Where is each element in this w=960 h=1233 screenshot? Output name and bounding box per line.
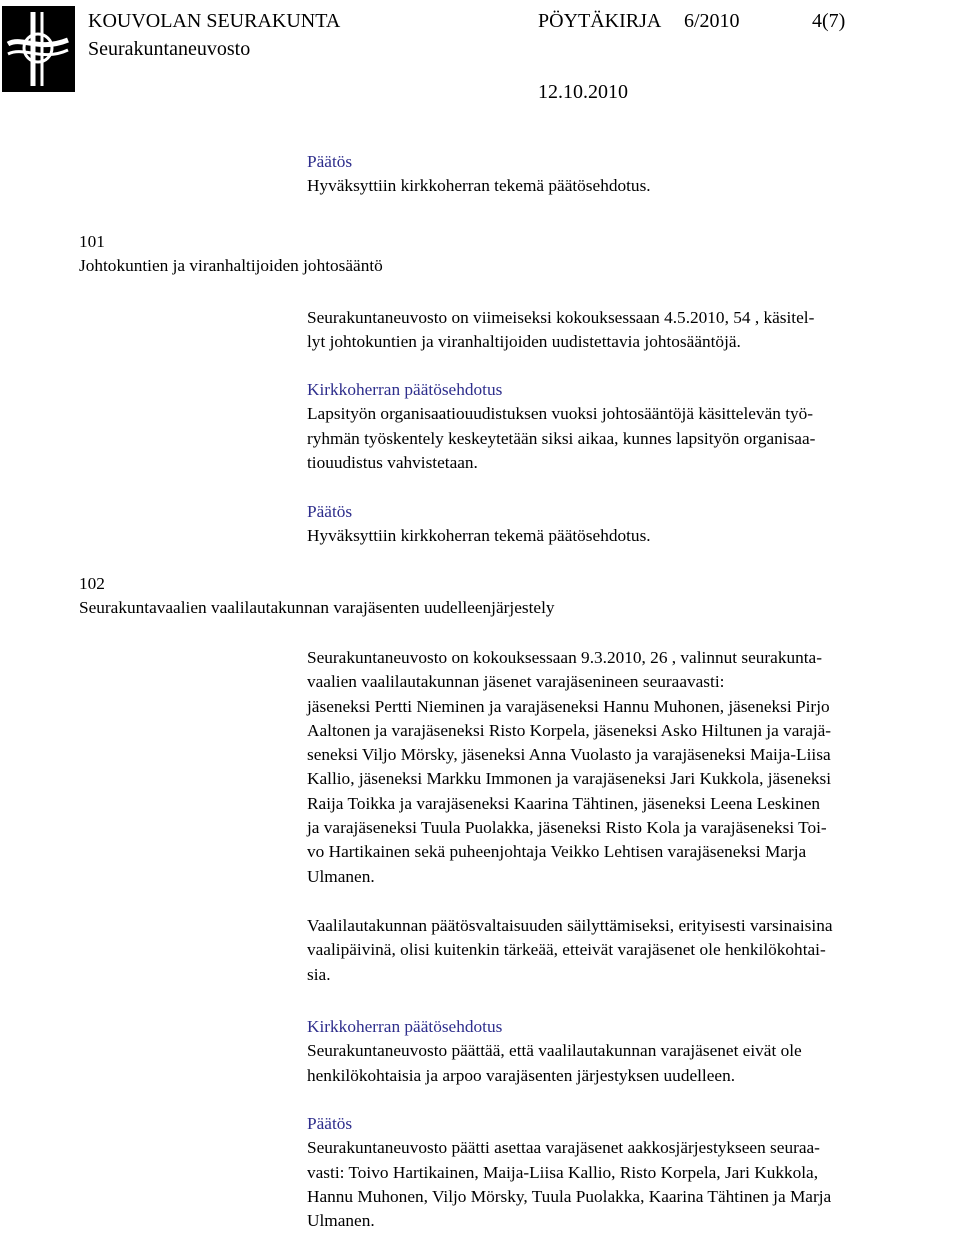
item-102-heading <box>79 572 719 621</box>
item-101-decision <box>307 500 957 549</box>
decision-text: Hyväksyttiin kirkkoherran tekemä päätösehdotus. <box>307 526 651 546</box>
meeting-date: 12.10.2010 <box>538 81 628 103</box>
item-101-intro <box>307 306 957 355</box>
item-102-rationale <box>307 914 957 987</box>
cross-logo-icon <box>2 6 75 92</box>
text-line: Kallio, jäseneksi Markku Immonen ja varajäseneksi Jari Kukkola, jäseneksi <box>307 769 832 789</box>
decision-text: Hyväksyttiin kirkkoherran tekemä päätösehdotus. <box>307 176 651 196</box>
text-line: Seurakuntaneuvosto on kokouksessaan 9.3.2010, 26 , valinnut seurakunta- <box>307 648 822 667</box>
text-line: Lapsityön organisaatiouudistuksen vuoksi johtosääntöjä käsittelevän työ- <box>307 404 814 424</box>
text-line: vaalien vaalilautakunnan jäsenet varajäsenineen seuraavasti: <box>307 672 725 692</box>
item-102-proposal <box>307 1015 957 1088</box>
text-line: ryhmän työskentely keskeytetään siksi aikaa, kunnes lapsityön organisaa- <box>307 428 816 448</box>
text-line: Ulmanen. <box>307 866 375 886</box>
unit-name: Seurakuntaneuvosto <box>88 38 251 60</box>
text-line: jäseneksi Pertti Nieminen ja varajäseneksi Hannu Muhonen, jäseneksi Pirjo <box>307 696 830 716</box>
item-101-proposal <box>307 378 957 475</box>
page-number: 4(7) <box>812 10 846 32</box>
text-line: Seurakuntaneuvosto päättää, että vaalilautakunnan varajäsenet eivät ole <box>307 1041 802 1061</box>
decision-heading: Päätös <box>307 502 353 521</box>
prev-decision-block <box>307 150 957 199</box>
document-number: 6/2010 <box>684 10 740 32</box>
text-line: Hannu Muhonen, Viljo Mörsky, Tuula Puolakka, Kaarina Tähtinen ja Marja <box>307 1186 832 1206</box>
item-number: 101 <box>79 232 105 251</box>
text-line: lyt johtokuntien ja viranhaltijoiden uudistettavia johtosääntöjä. <box>307 332 741 352</box>
text-line: vaalipäivinä, olisi kuitenkin tärkeää, etteivät varajäsenet ole henkilökohtai- <box>307 940 826 960</box>
item-102-intro <box>307 646 957 889</box>
text-line: Ulmanen. <box>307 1211 375 1231</box>
proposal-heading: Kirkkoherran päätösehdotus <box>307 1017 503 1036</box>
text-line: Raija Toikka ja varajäseneksi Kaarina Tähtinen, jäseneksi Leena Leskinen <box>307 793 821 813</box>
text-line: tiouudistus vahvistetaan. <box>307 452 478 472</box>
document-type: PÖYTÄKIRJA <box>538 10 662 32</box>
text-line: vasti: Toivo Hartikainen, Maija-Liisa Kallio, Risto Korpela, Jari Kukkola, <box>307 1162 819 1182</box>
item-101-heading <box>79 230 719 279</box>
text-line: ja varajäseneksi Tuula Puolakka, jäseneksi Risto Kola ja varajäseneksi Toi- <box>307 818 827 838</box>
decision-heading: Päätös <box>307 1114 353 1133</box>
item-number: 102 <box>79 574 105 593</box>
text-line: Seurakuntaneuvosto päätti asettaa varajäsenet aakkosjärjestykseen seuraa- <box>307 1138 820 1158</box>
text-line: Vaalilautakunnan päätösvaltaisuuden säilyttämiseksi, erityisesti varsinaisina <box>307 916 833 935</box>
item-title: Seurakuntavaalien vaalilautakunnan varajäsenten uudelleenjärjestely <box>79 598 555 618</box>
text-line: sia. <box>307 964 331 984</box>
text-line: henkilökohtaisia ja arpoo varajäsenten järjestyksen uudelleen. <box>307 1065 736 1085</box>
item-title: Johtokuntien ja viranhaltijoiden johtosääntö <box>79 256 383 276</box>
item-102-decision <box>307 1112 957 1233</box>
organization-name: KOUVOLAN SEURAKUNTA <box>88 10 341 32</box>
decision-heading: Päätös <box>307 152 353 171</box>
text-line: Aaltonen ja varajäseneksi Risto Korpela, jäseneksi Asko Hiltunen ja varajä- <box>307 720 832 740</box>
text-line: Seurakuntaneuvosto on viimeiseksi kokouksessaan 4.5.2010, 54 , käsitel- <box>307 308 815 327</box>
text-line: seneksi Viljo Mörsky, jäseneksi Anna Vuolasto ja varajäseneksi Maija-Liisa <box>307 745 831 765</box>
text-line: vo Hartikainen sekä puheenjohtaja Veikko Lehtisen varajäseneksi Marja <box>307 842 807 862</box>
proposal-heading: Kirkkoherran päätösehdotus <box>307 380 503 399</box>
